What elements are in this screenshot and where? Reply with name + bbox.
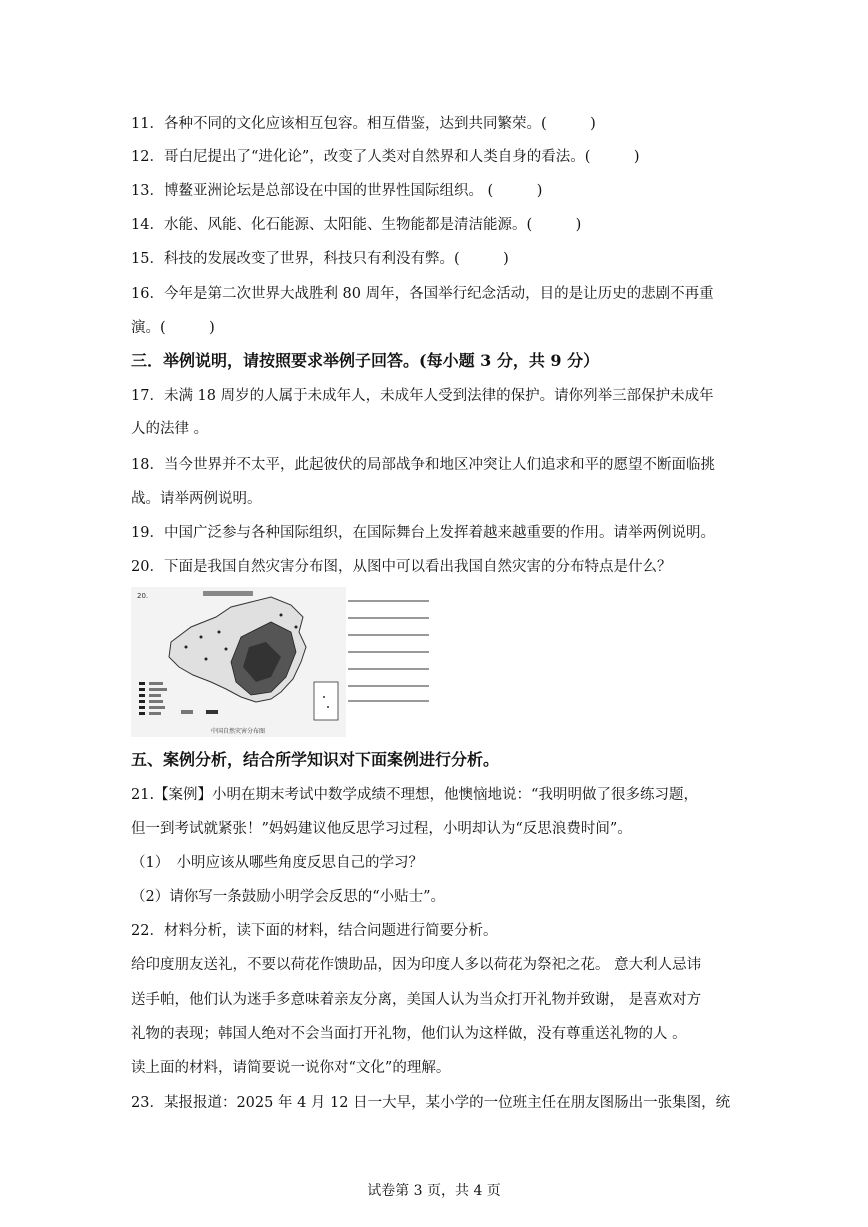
question-18: 18．当今世界并不太平，此起彼伏的局部战争和地区冲突让人们追求和平的愿望不断面临挑 — [131, 457, 715, 473]
section-5-title: 五、案例分析，结合所学知识对下面案例进行分析。 — [131, 750, 500, 769]
material-line-1: 给印度朋友送礼，不要以荷花作馈助品，因为印度人多以荷花为祭祀之花。 意大利人忌讳 — [131, 957, 702, 973]
question-13: 13．博鳌亚洲论坛是总部设在中国的世界性国际组织。 ( ) — [131, 183, 543, 199]
question-16-cont: 演。( ) — [131, 320, 215, 336]
page-footer: 试卷第 3 页，共 4 页 — [367, 1183, 501, 1199]
question-12: 12．哥白尼提出了“进化论”，改变了人类对自然界和人类自身的看法。( ) — [131, 149, 640, 165]
map-number-label: 20. — [137, 592, 149, 600]
question-20: 20．下面是我国自然灾害分布图，从图中可以看出我国自然灾害的分布特点是什么？ — [131, 559, 672, 575]
question-21-part1: （1） 小明应该从哪些角度反思自己的学习？ — [131, 855, 423, 871]
question-17: 17．未满 18 周岁的人属于未成年人，未成年人受到法律的保护。请你列举三部保护未成年 — [131, 388, 714, 404]
section-3-title: 三．举例说明，请按照要求举例子回答。(每小题 3 分，共 9 分） — [131, 351, 600, 370]
material-line-2: 送手帕，他们认为迷手多意味着亲友分离，美国人认为当众打开礼物并致谢， 是喜欢对方 — [131, 992, 702, 1008]
question-21: 21.【案例】小明在期末考试中数学成绩不理想，他懊恼地说：“我明明做了很多练习题， — [131, 787, 698, 803]
material-line-3: 礼物的表现；韩国人绝对不会当面打开礼物，他们认为这样做，没有尊重送礼物的人 。 — [131, 1026, 687, 1042]
question-23: 23．某报报道：2025 年 4 月 12 日一大早，某小学的一位班主任在朋友图肠出一张集图，统 — [131, 1095, 731, 1111]
map-caption: 中国自然灾害分布图 — [211, 728, 266, 735]
question-14: 14．水能、风能、化石能源、太阳能、生物能都是清洁能源。( ) — [131, 217, 582, 233]
china-disaster-map — [131, 587, 431, 737]
question-22: 22．材料分析，读下面的材料，结合问题进行简要分析。 — [131, 923, 498, 939]
question-15: 15．科技的发展改变了世界，科技只有利没有弊。( ) — [131, 251, 509, 267]
question-18-cont: 战。请举两例说明。 — [131, 491, 262, 507]
question-21-cont: 但一到考试就紧张！”妈妈建议他反思学习过程，小明却认为“反思浪费时间”。 — [131, 821, 632, 837]
question-21-part2: （2）请你写一条鼓励小明学会反思的“小贴士”。 — [131, 889, 446, 905]
question-22-prompt: 读上面的材料，请简要说一说你对“文化”的理解。 — [131, 1060, 451, 1076]
question-17-cont: 人的法律 。 — [131, 421, 209, 437]
question-16: 16．今年是第二次世界大战胜利 80 周年，各国举行纪念活动，目的是让历史的悲剧不再重 — [131, 286, 714, 302]
disaster-map-figure — [131, 587, 431, 737]
question-11: 11．各种不同的文化应该相互包容。相互借鉴，达到共同繁荣。( ) — [131, 116, 596, 132]
question-19: 19．中国广泛参与各种国际组织，在国际舞台上发挥着越来越重要的作用。请举两例说明。 — [131, 525, 715, 541]
